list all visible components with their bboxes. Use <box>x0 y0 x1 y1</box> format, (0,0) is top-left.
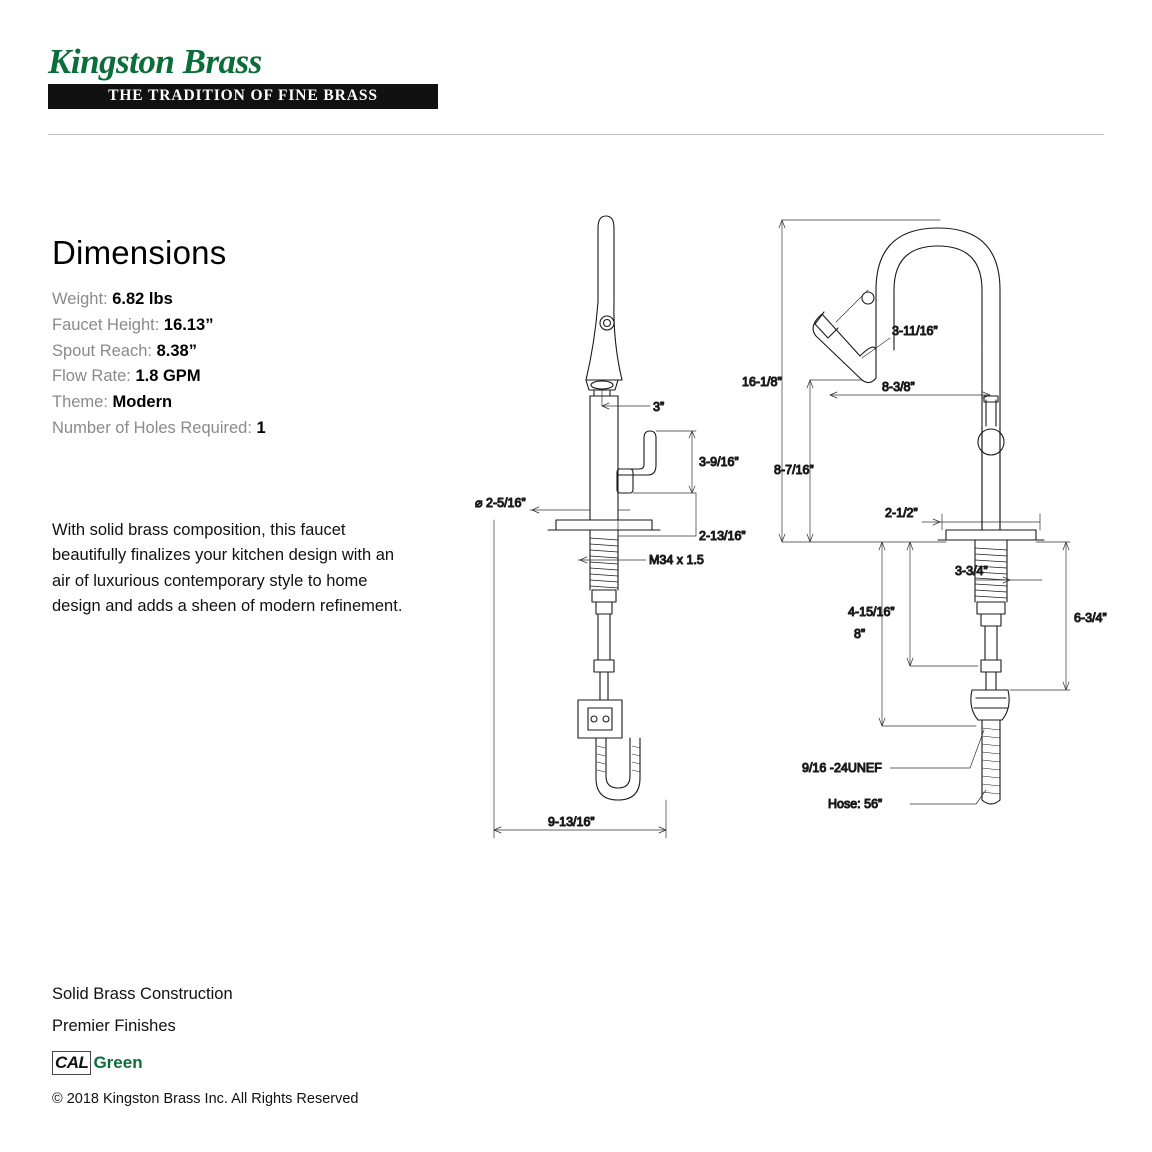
front-view <box>548 216 660 800</box>
dim-label-diameter: ⌀ 2-5/16” <box>475 496 526 510</box>
dim-label-6-3-4: 6-3/4” <box>1074 611 1107 625</box>
spec-row-holes <box>52 416 452 442</box>
spec-row-faucet-height <box>52 313 452 339</box>
spec-row-flow-rate <box>52 364 452 390</box>
technical-drawing <box>470 190 1130 870</box>
page-title: Dimensions <box>52 234 227 271</box>
spec-value: 16.13” <box>163 315 214 334</box>
spec-value: 1.8 GPM <box>135 367 201 386</box>
dim-label-3-9-16: 3-9/16” <box>699 455 739 469</box>
spec-label: Spout Reach: <box>52 341 152 360</box>
dim-label-8-3-8: 8-3/8” <box>882 380 915 394</box>
dim-label-3-3-4: 3-3/4” <box>955 564 988 578</box>
brand-name: Kingston Brass <box>48 42 262 81</box>
spec-label: Faucet Height: <box>52 315 160 334</box>
footer-line-construction: Solid Brass Construction <box>52 985 233 1003</box>
dim-label-16-1-8: 16-1/8” <box>742 375 782 389</box>
faucet-dimension-drawing <box>470 190 1130 870</box>
spec-value: 1 <box>256 418 266 437</box>
spec-row-spout-reach <box>52 339 452 365</box>
specs-panel <box>52 236 452 636</box>
dim-label-8-7-16: 8-7/16” <box>774 463 814 477</box>
dim-label-2-13-16: 2-13/16” <box>699 529 746 543</box>
spec-label: Weight: <box>52 290 108 308</box>
spec-row-weight <box>52 287 452 313</box>
brand-logo <box>48 44 458 109</box>
copyright-text: © 2018 Kingston Brass Inc. All Rights Reserved <box>52 1091 359 1107</box>
spec-label: Theme: <box>52 393 108 412</box>
dim-label-8in: 8” <box>854 627 866 641</box>
calgreen-logo <box>52 1054 143 1071</box>
spec-label: Number of Holes Required: <box>52 418 252 437</box>
calgreen-cal-text: CAL <box>52 1051 91 1075</box>
header-divider <box>48 134 1104 135</box>
dim-label-3-11-16: 3-11/16” <box>892 324 938 338</box>
calgreen-green-text: Green <box>93 1053 143 1072</box>
page-footer <box>52 978 652 1107</box>
page-header <box>0 0 1152 135</box>
dim-label-m34: M34 x 1.5 <box>649 553 704 567</box>
spec-value: 8.38” <box>156 341 197 360</box>
side-view <box>813 228 1044 804</box>
dim-label-3in: 3” <box>653 400 665 414</box>
dim-label-hose: Hose: 56” <box>828 797 883 811</box>
spec-label: Flow Rate: <box>52 367 131 386</box>
dim-label-4-15-16: 4-15/16” <box>848 605 895 619</box>
footer-line-finishes: Premier Finishes <box>52 1017 176 1035</box>
spec-value: 6.82 lbs <box>112 290 173 308</box>
product-description: With solid brass composition, this faucet beautifully finalizes your kitchen design with an air of luxurious contemporary style to home design and adds a sheen of modern refinement. <box>52 520 403 616</box>
spec-value: Modern <box>112 393 173 412</box>
dim-label-9-13-16: 9-13/16” <box>548 815 595 829</box>
spec-list <box>52 287 452 442</box>
dim-label-2-1-2: 2-1/2” <box>885 506 918 520</box>
spec-row-theme <box>52 390 452 416</box>
dim-label-unef: 9/16 -24UNEF <box>802 761 882 775</box>
brand-tagline: THE TRADITION OF FINE BRASS <box>48 84 438 109</box>
